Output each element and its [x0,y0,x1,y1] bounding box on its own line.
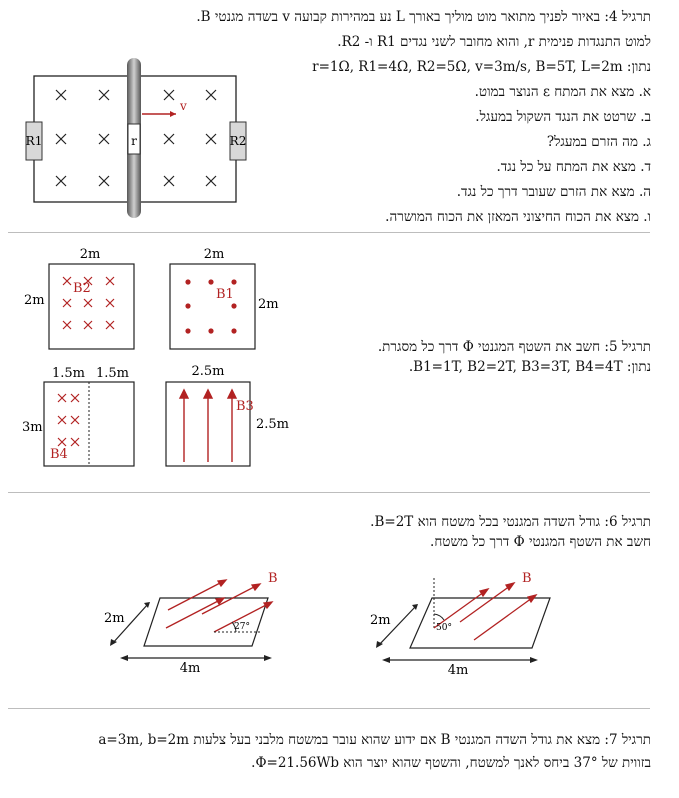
ex4-statement-line1: תרגיל 4: באיור לפניך מתואר מוט מוליך באורך L נע במהירות קבועה v בשדה מגנטי B. [196,9,651,25]
frame-a-top-dim: 2m [79,247,101,262]
ex5-statement: תרגיל 5: חשב את השטף המגנטי Φ דרך כל מסגרת. [377,339,651,355]
separator-1 [8,232,650,233]
separator-2 [8,492,650,493]
surface-right-angle-arc [434,614,444,620]
frame-c-top-right-dim: 1.5m [96,366,130,381]
frame-a-field-label: B2 [73,281,91,296]
ex7-statement-line1: תרגיל 7: מצא את גודל השדה המגנטי B אם ידוע שהוא עובר במשטח מלבני בעל צלעות a=3m, b=2m [98,732,651,748]
frame-b [170,264,255,349]
surface-left-side-dim: 2m [104,611,125,626]
ex4-statement-line2: למוט התנגדות פנימית r, והוא מחובר לשני נגדים R1 ו- R2. [337,34,651,50]
ex4-question-d: ד. מצא את המתח על כל נגד. [496,159,651,175]
ex4-question-e: ה. מצא את הזרם שעובר דרך כל נגד. [456,184,651,200]
surface-right-side-dim: 2m [370,613,391,628]
surface-right-bottom-dim: 4m [447,663,469,678]
velocity-label: v [180,99,187,113]
surface-left-bottom-dim: 4m [179,661,201,676]
ex4-question-c: ג. מה הזרם במעגל? [546,134,651,150]
ex5-given: נתון: B1=1T, B2=2T, B3=3T, B4=4T. [408,359,651,375]
frame-b-field-label: B1 [216,287,234,302]
surface-left-field-label: B [268,571,278,586]
ex6-surface-right [362,566,572,686]
ex6-statement-line1: תרגיל 6: גודל השדה המגנטי בכל משטח הוא B=2T. [370,514,651,530]
ex6-surface-left [90,566,290,686]
frame-d-field-label: B3 [236,399,254,414]
resistor-r1-label: R1 [25,134,43,148]
ex6-statement-line2: חשב את השטף המגנטי Φ דרך כל משטח. [430,534,651,550]
frame-d-field-arrows [180,390,236,462]
frame-c-field-label: B4 [50,447,68,462]
frame-d-top-dim: 2.5m [191,364,225,379]
frame-d-right-dim: 2.5m [256,417,290,432]
frame-c-top-left-dim: 1.5m [52,366,86,381]
surface-left-field-arrows [166,580,272,632]
rod-resistance-label: r [131,134,137,148]
surface-left-angle: 27° [234,622,250,632]
frame-c-left-dim: 3m [22,420,43,435]
frame-c-field-crosses [58,394,79,446]
resistor-r2-label: R2 [229,134,247,148]
ex4-given: נתון: r=1Ω, R1=4Ω, R2=5Ω, v=3m/s, B=5T, L=2m [312,59,651,75]
frame-a-left-dim: 2m [24,293,45,308]
ex4-question-b: ב. שרטט את הנגד השקול במעגל. [475,109,651,125]
surface-right-plane [410,598,550,648]
ex4-question-a: א. מצא את המתח ε הנוצר במוט. [474,84,651,100]
ex4-question-f: ו. מצא את הכוח החיצוני המאזן את הכוח המושרה. [385,209,651,225]
ex4-circuit-figure [14,52,254,222]
ex5-frames-figure [18,244,308,474]
frame-b-top-dim: 2m [203,247,225,262]
separator-3 [8,708,650,709]
frame-b-right-dim: 2m [258,297,279,312]
surface-right-field-label: B [522,571,532,586]
ex7-statement-line2: בזווית של 37° ביחס לאנך למשטח, והשטף שהוא יוצר הוא Φ=21.56Wb. [251,755,651,771]
surface-right-angle: 50° [436,623,452,633]
